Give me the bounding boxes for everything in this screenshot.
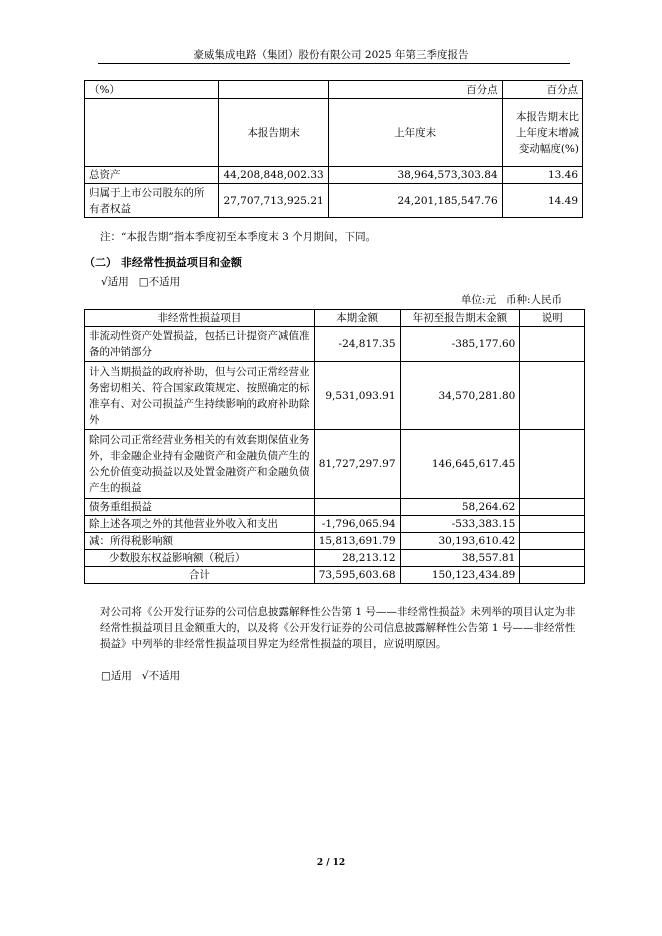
table-row [85, 167, 583, 184]
item-note [520, 499, 585, 516]
col-header-change: 本报告期末比上年度末增减变动幅度(%) [502, 99, 582, 167]
item-ytd: 34,570,281.80 [400, 362, 520, 430]
option-applicable: √适用 [101, 276, 129, 288]
col-header-item: 非经常性损益项目 [85, 310, 315, 327]
table-row [85, 516, 585, 533]
table-note: 注：“本报告期”指本季度初至本季度末 3 个月期间，下同。 [100, 231, 377, 243]
table-row [85, 184, 583, 218]
item-label: 债务重组损益 [85, 499, 315, 516]
item-ytd: 30,193,610.42 [400, 533, 520, 550]
row-label: 总资产 [85, 167, 219, 184]
col-header-prev: 上年度末 [328, 99, 502, 167]
item-note [520, 533, 585, 550]
item-current: -24,817.35 [314, 327, 400, 362]
option-not-applicable: √不适用 [141, 670, 181, 682]
table-row [85, 362, 585, 430]
unit-line [461, 292, 562, 307]
table-row [85, 327, 585, 362]
row-prev: 24,201,185,547.76 [328, 184, 502, 218]
page-number: 2 / 12 [316, 858, 346, 868]
empty-cell [85, 99, 219, 167]
row-change: 13.46 [502, 167, 582, 184]
item-ytd: 38,557.81 [400, 550, 520, 567]
table-row [85, 533, 585, 550]
item-current: 81,727,297.97 [314, 430, 400, 499]
unit-label: 单位:元 [460, 294, 496, 306]
total-note [520, 567, 585, 584]
applicability-options [101, 274, 180, 289]
item-note [520, 362, 585, 430]
table-row [85, 499, 585, 516]
total-ytd: 150,123,434.89 [400, 567, 520, 584]
col-header-current: 本报告期末 [219, 99, 328, 167]
item-ytd: -533,383.15 [400, 516, 520, 533]
item-ytd: 146,645,617.45 [400, 430, 520, 499]
key-financial-table [84, 80, 583, 218]
item-label: 除同公司正常经营业务相关的有效套期保值业务外，非金融企业持有金融资产和金融负债产生的公允价值变动损益以及处置金融资产和金融负债产生的损益 [85, 430, 315, 499]
col-header-current: 本期金额 [314, 310, 400, 327]
table-header-row [85, 310, 585, 327]
applicability-options-2 [101, 668, 180, 683]
item-note [520, 516, 585, 533]
item-current [314, 499, 400, 516]
option-not-applicable: □不适用 [138, 276, 181, 288]
total-label: 合计 [85, 567, 315, 584]
unit-cell: （%） [85, 81, 219, 99]
section-title: （二） 非经常性损益项目和金额 [84, 256, 242, 269]
explanation-paragraph: 对公司将《公开发行证券的公司信息披露解释性公告第 1 号——非经常性损益》未列举的项目认定为非经常性损益项目且金额重大的，以及将《公开发行证券的公司信息披露解释性公告第 1 号——非经常性损益》中列举的非经常性损益项目界定为经常性损益的项目，应说明原因。 [100, 606, 576, 650]
col-header-note: 说明 [520, 310, 585, 327]
col-header-ytd: 年初至报告期末金额 [400, 310, 520, 327]
page-header: 豪威集成电路（集团）股份有限公司 2025 年第三季度报告 [193, 49, 469, 61]
table-row [85, 430, 585, 499]
option-applicable: □适用 [101, 670, 132, 682]
item-ytd: 58,264.62 [400, 499, 520, 516]
total-current: 73,595,603.68 [314, 567, 400, 584]
item-note [520, 550, 585, 567]
row-current: 44,208,848,002.33 [219, 167, 328, 184]
row-current: 27,707,713,925.21 [219, 184, 328, 218]
row-prev: 38,964,573,303.84 [328, 167, 502, 184]
item-label: 少数股东权益影响额（税后） [85, 550, 315, 567]
row-label: 归属于上市公司股东的所有者权益 [85, 184, 219, 218]
item-label: 除上述各项之外的其他营业外收入和支出 [85, 516, 315, 533]
item-label: 计入当期损益的政府补助，但与公司正常经营业务密切相关、符合国家政策规定、按照确定的标准享有、对公司损益产生持续影响的政府补助除外 [85, 362, 315, 430]
item-note [520, 327, 585, 362]
item-current: 9,531,093.91 [314, 362, 400, 430]
item-note [520, 430, 585, 499]
table-total-row [85, 567, 585, 584]
row-change: 14.49 [502, 184, 582, 218]
non-recurring-items-table [84, 309, 585, 584]
item-label: 非流动性资产处置损益，包括已计提资产减值准备的冲销部分 [85, 327, 315, 362]
pct-cell: 百分点 [328, 81, 502, 99]
table-row [85, 550, 585, 567]
item-current: 28,213.12 [314, 550, 400, 567]
item-ytd: -385,177.60 [400, 327, 520, 362]
item-current: 15,813,691.79 [314, 533, 400, 550]
header-rule [98, 63, 570, 64]
pct-cell: 百分点 [502, 81, 582, 99]
item-label: 减：所得税影响额 [85, 533, 315, 550]
item-current: -1,796,065.94 [314, 516, 400, 533]
empty-cell [219, 81, 328, 99]
currency-label: 币种:人民币 [505, 294, 562, 306]
